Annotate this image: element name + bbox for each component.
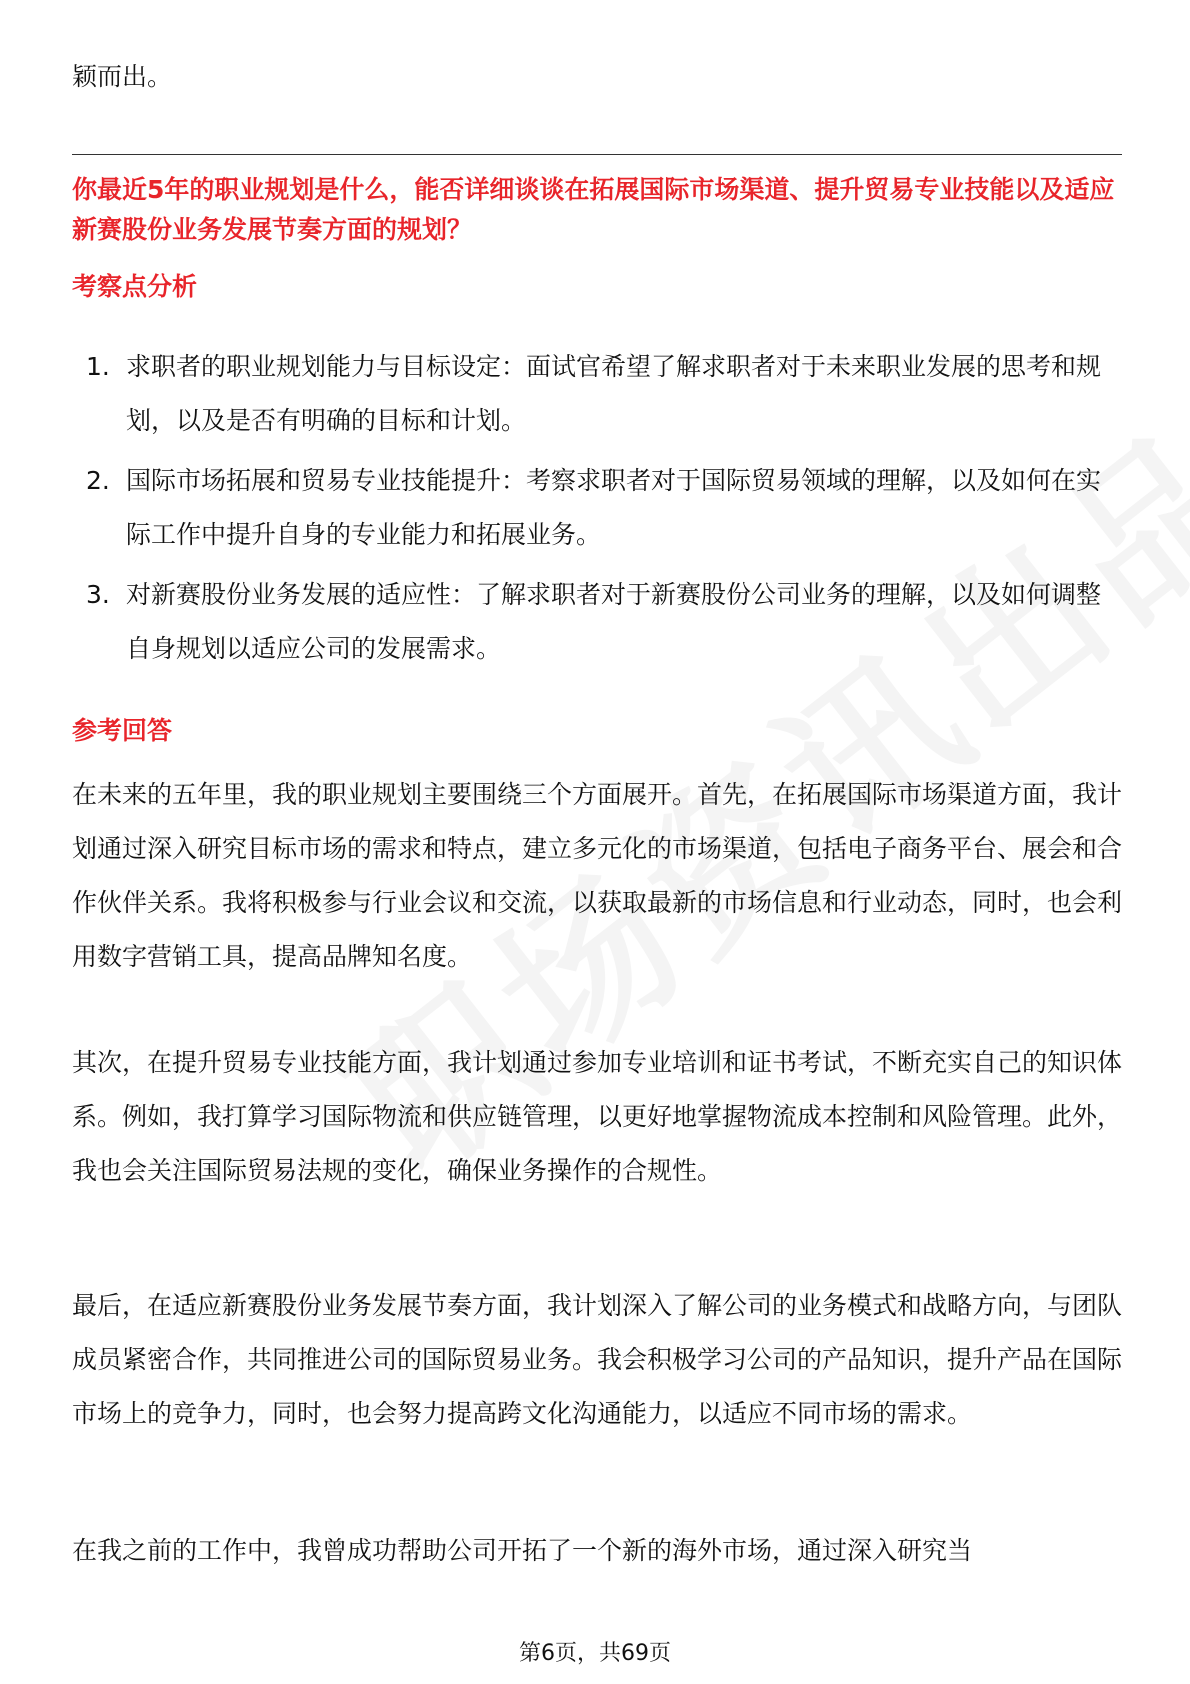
list-item-text: 对新赛股份业务发展的适应性：了解求职者对于新赛股份公司业务的理解，以及如何调整自身规划以适应公司的发展需求。 bbox=[126, 580, 1102, 663]
question-heading: 你最近5年的职业规划是什么，能否详细谈谈在拓展国际市场渠道、提升贸易专业技能以及适应新赛股份业务发展节奏方面的规划？ bbox=[72, 175, 1115, 244]
list-item bbox=[72, 568, 1122, 676]
list-item-text: 国际市场拓展和贸易专业技能提升：考察求职者对于国际贸易领域的理解，以及如何在实际工作中提升自身的专业能力和拓展业务。 bbox=[126, 466, 1102, 549]
list-item-number: 3. bbox=[86, 580, 110, 609]
list-item-number: 1. bbox=[86, 352, 110, 381]
list-item-text: 求职者的职业规划能力与目标设定：面试官希望了解求职者对于未来职业发展的思考和规划，以及是否有明确的目标和计划。 bbox=[126, 352, 1102, 435]
answer-paragraph: 其次，在提升贸易专业技能方面，我计划通过参加专业培训和证书考试，不断充实自己的知识体系。例如，我打算学习国际物流和供应链管理，以更好地掌握物流成本控制和风险管理。此外，我也会关注国际贸易法规的变化，确保业务操作的合规性。 bbox=[72, 1048, 1123, 1185]
list-item bbox=[72, 340, 1122, 448]
analysis-heading: 考察点分析 bbox=[72, 272, 198, 301]
continued-text: 颖而出。 bbox=[72, 62, 173, 91]
answer-paragraph: 在未来的五年里，我的职业规划主要围绕三个方面展开。首先，在拓展国际市场渠道方面，我计划通过深入研究目标市场的需求和特点，建立多元化的市场渠道，包括电子商务平台、展会和合作伙伴关系。我将积极参与行业会议和交流，以获取最新的市场信息和行业动态，同时，也会利用数字营销工具，提高品牌知名度。 bbox=[72, 780, 1123, 971]
analysis-list bbox=[72, 340, 1122, 682]
page-footer: 第6页，共69页 bbox=[519, 1641, 671, 1666]
list-item bbox=[72, 454, 1122, 562]
answer-heading: 参考回答 bbox=[72, 716, 173, 745]
answer-paragraph: 在我之前的工作中，我曾成功帮助公司开拓了一个新的海外市场，通过深入研究当 bbox=[72, 1536, 973, 1565]
list-item-number: 2. bbox=[86, 466, 110, 495]
answer-paragraph: 最后，在适应新赛股份业务发展节奏方面，我计划深入了解公司的业务模式和战略方向，与团队成员紧密合作，共同推进公司的国际贸易业务。我会积极学习公司的产品知识，提升产品在国际市场上的竞争力，同时，也会努力提高跨文化沟通能力，以适应不同市场的需求。 bbox=[72, 1291, 1123, 1428]
divider bbox=[72, 154, 1122, 155]
